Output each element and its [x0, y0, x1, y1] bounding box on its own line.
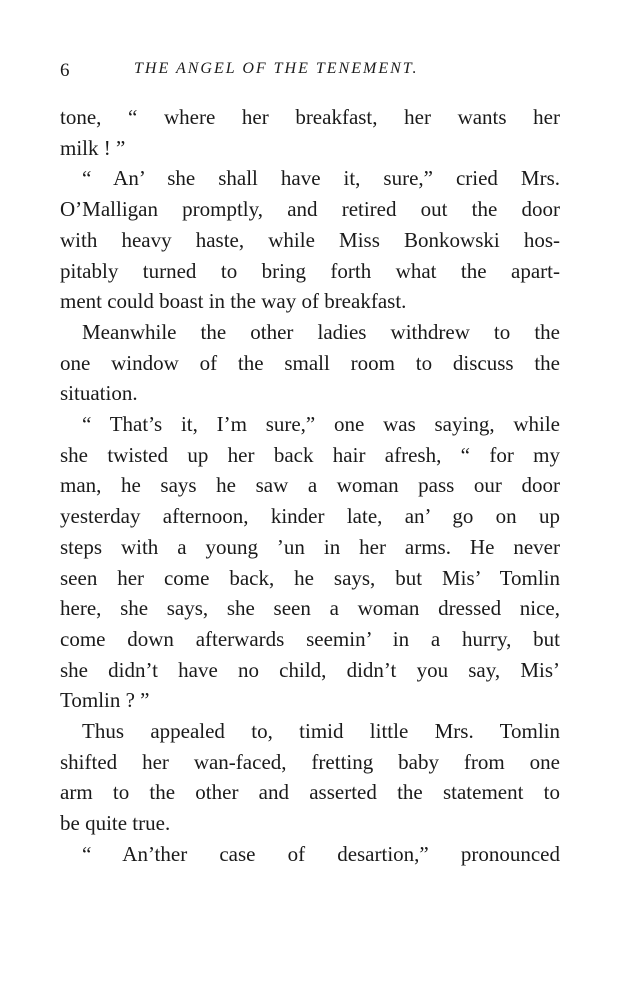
text-line: one window of the small room to discuss the	[60, 350, 560, 375]
text-line: she didn’t have no child, didn’t you say, Mis’	[60, 657, 560, 682]
text-line: situation.	[60, 381, 138, 406]
running-head	[60, 58, 560, 88]
text-line: arm to the other and asserted the statement to	[60, 780, 560, 805]
text-line: “ An’ther case of desartion,” pronounced	[82, 841, 560, 866]
text-line: Meanwhile the other ladies withdrew to the	[82, 319, 560, 344]
text-line: seen her come back, he says, but Mis’ Tomlin	[60, 565, 560, 590]
text-line: Tomlin ? ”	[60, 688, 150, 713]
text-line: “ That’s it, I’m sure,” one was saying, while	[82, 412, 560, 437]
text-line: she twisted up her back hair afresh, “ for my	[60, 442, 560, 467]
text-line: yesterday afternoon, kinder late, an’ go on up	[60, 504, 560, 529]
page-number: 6	[60, 60, 71, 81]
book-page	[60, 58, 560, 870]
text-line: shifted her wan-faced, fretting baby from one	[60, 749, 560, 774]
text-line: ment could boast in the way of breakfast.	[60, 289, 407, 314]
text-line: come down afterwards seemin’ in a hurry, but	[60, 626, 560, 651]
text-line: steps with a young ’un in her arms. He never	[60, 534, 560, 559]
text-line: pitably turned to bring forth what the apart-	[60, 258, 560, 283]
text-line: tone, “ where her breakfast, her wants her	[60, 105, 560, 129]
running-title: THE ANGEL OF THE TENEMENT.	[134, 60, 419, 77]
text-line: with heavy haste, while Miss Bonkowski hos-	[60, 227, 560, 252]
text-line: “ An’ she shall have it, sure,” cried Mrs.	[82, 166, 560, 191]
text-line: here, she says, she seen a woman dressed nice,	[60, 596, 560, 621]
text-line: be quite true.	[60, 811, 171, 836]
text-line: man, he says he saw a woman pass our door	[60, 473, 560, 498]
text-line: milk ! ”	[60, 135, 126, 160]
body-text	[60, 102, 560, 870]
text-line: Thus appealed to, timid little Mrs. Tomlin	[82, 719, 560, 744]
text-line: O’Malligan promptly, and retired out the door	[60, 197, 560, 222]
